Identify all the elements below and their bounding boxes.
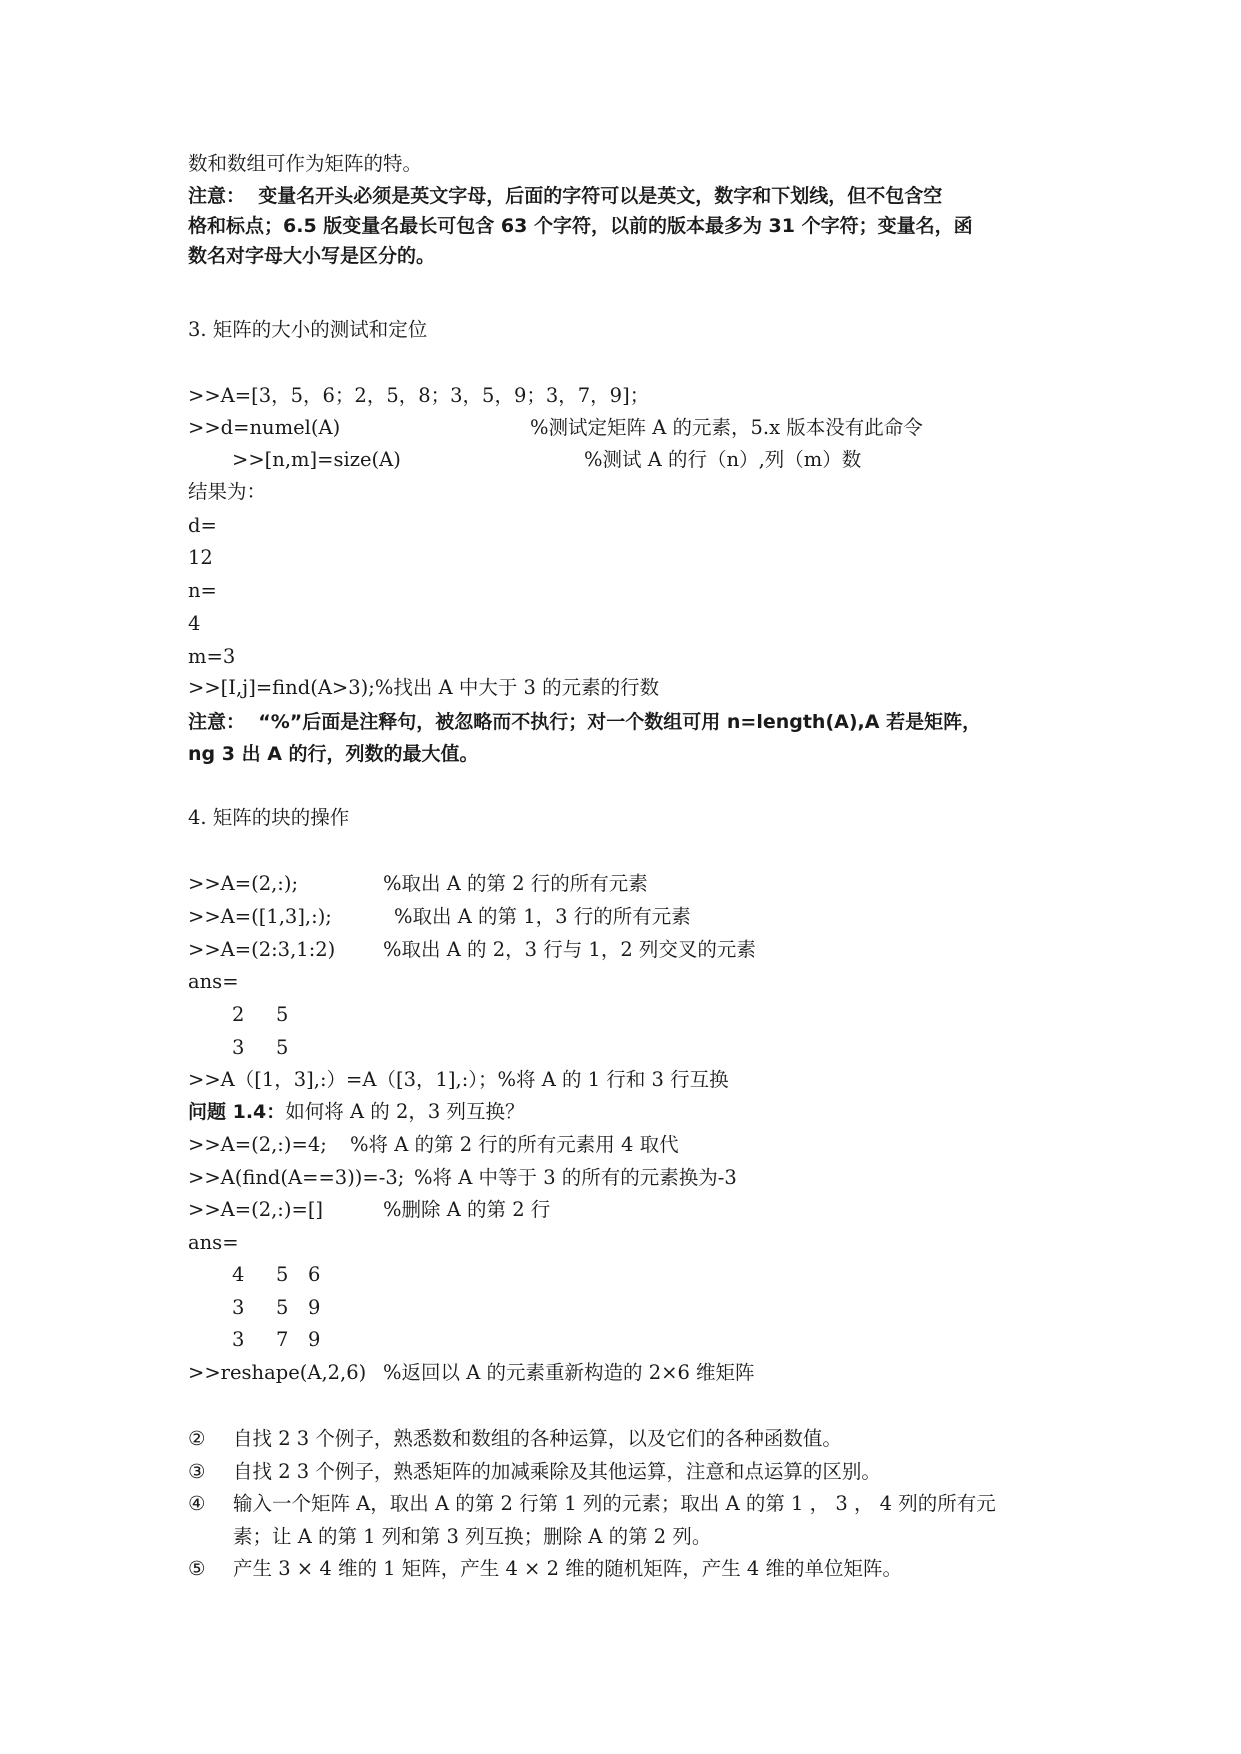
matrix-cell: 2 (232, 1003, 245, 1026)
intro-line: 数和数组可作为矩阵的特。 (188, 152, 423, 175)
op-code: >>A=(2,:)=4; (188, 1133, 327, 1156)
question-line (188, 1100, 524, 1124)
ans-label: ans= (188, 1231, 239, 1254)
matrix-cell: 6 (308, 1263, 321, 1286)
exercise-marker: ② (188, 1427, 206, 1450)
note1-label: 注意： (188, 185, 246, 207)
matrix-cell: 4 (232, 1263, 245, 1286)
note1-line3: 数名对字母大小写是区分的。 (188, 245, 436, 267)
op-comment: %删除 A 的第 2 行 (383, 1198, 551, 1221)
code-reshape: >>reshape(A,2,6) (188, 1361, 367, 1384)
matrix-cell: 5 (276, 1003, 289, 1026)
matrix-cell: 3 (232, 1036, 245, 1059)
note2-label: 注意： (188, 711, 246, 733)
note2-line2: ng 3 出 A 的行，列数的最大值。 (188, 743, 479, 765)
matrix-cell: 3 (232, 1328, 245, 1351)
op-code: >>A=(2,:); (188, 872, 299, 895)
exercise-marker: ③ (188, 1460, 206, 1483)
matrix-cell: 5 (276, 1296, 289, 1319)
op-comment: %取出 A 的第 2 行的所有元素 (383, 872, 648, 895)
note2-text1: “%”后面是注释句，被忽略而不执行；对一个数组可用 n=length(A),A 若是矩阵， (258, 711, 982, 733)
question-label: 问题 1.4： (188, 1101, 286, 1123)
code-find: >>[I,j]=find(A>3);%找出 A 中大于 3 的元素的行数 (188, 676, 660, 699)
code-size: >>[n,m]=size(A) (232, 448, 401, 471)
ans-label: ans= (188, 970, 239, 993)
m-line: m=3 (188, 645, 236, 668)
op-code: >>A=([1,3],:); (188, 905, 332, 928)
comment-size: %测试 A 的行（n）,列（m）数 (584, 448, 862, 471)
op-comment: %取出 A 的第 1，3 行的所有元素 (394, 905, 691, 928)
matrix-cell: 5 (276, 1263, 289, 1286)
matrix-cell: 9 (308, 1328, 321, 1351)
note2-line1 (188, 710, 981, 734)
exercise-text: 自找 2 3 个例子，熟悉矩阵的加减乘除及其他运算，注意和点运算的区别。 (233, 1460, 881, 1483)
n-value: 4 (188, 612, 201, 635)
comment-numel: %测试定矩阵 A 的元素，5.x 版本没有此命令 (530, 416, 923, 439)
exercise-marker: ⑤ (188, 1557, 206, 1580)
exercise-text: 输入一个矩阵 A，取出 A 的第 2 行第 1 列的元素；取出 A 的第 1 ， 3 ， 4 列的所有元 (233, 1492, 996, 1515)
op-comment: %取出 A 的 2，3 行与 1，2 列交叉的元素 (383, 938, 756, 961)
exercise-marker: ④ (188, 1492, 206, 1515)
matrix-cell: 5 (276, 1036, 289, 1059)
code-define-a: >>A=[3，5，6；2，5，8；3，5，9；3，7，9]； (188, 384, 650, 407)
comment-reshape: %返回以 A 的元素重新构造的 2×6 维矩阵 (383, 1361, 755, 1384)
n-label: n= (188, 579, 217, 602)
code-numel: >>d=numel(A) (188, 416, 341, 439)
op-comment: %将 A 中等于 3 的所有的元素换为-3 (414, 1166, 737, 1189)
op-code: >>A=(2:3,1:2) (188, 938, 336, 961)
section4-heading: 4. 矩阵的块的操作 (188, 806, 350, 829)
exercise-text: 素；让 A 的第 1 列和第 3 列互换；删除 A 的第 2 列。 (233, 1525, 712, 1548)
matrix-cell: 9 (308, 1296, 321, 1319)
section3-heading: 3. 矩阵的大小的测试和定位 (188, 318, 428, 341)
question-text: 如何将 A 的 2，3 列互换？ (285, 1100, 525, 1123)
exercise-text: 自找 2 3 个例子，熟悉数和数组的各种运算，以及它们的各种函数值。 (233, 1427, 842, 1450)
note1-text1: 变量名开头必须是英文字母，后面的字符可以是英文，数字和下划线，但不包含空 (258, 185, 943, 207)
code-swap: >>A（[1，3],:）=A（[3，1],:）；%将 A 的 1 行和 3 行互换 (188, 1068, 729, 1091)
exercise-text: 产生 3 × 4 维的 1 矩阵，产生 4 × 2 维的随机矩阵，产生 4 维的单位矩阵。 (233, 1557, 902, 1580)
d-label: d= (188, 514, 217, 537)
d-value: 12 (188, 546, 213, 569)
note1-line1 (188, 184, 942, 208)
result-label: 结果为： (188, 480, 267, 503)
op-code: >>A(find(A==3))=-3; (188, 1166, 405, 1189)
note1-line2: 格和标点；6.5 版变量名最长可包含 63 个字符，以前的版本最多为 31 个字符；变量名，函 (188, 215, 973, 237)
op-code: >>A=(2,:)=[] (188, 1198, 324, 1221)
matrix-cell: 3 (232, 1296, 245, 1319)
matrix-cell: 7 (276, 1328, 289, 1351)
op-comment: %将 A 的第 2 行的所有元素用 4 取代 (350, 1133, 679, 1156)
